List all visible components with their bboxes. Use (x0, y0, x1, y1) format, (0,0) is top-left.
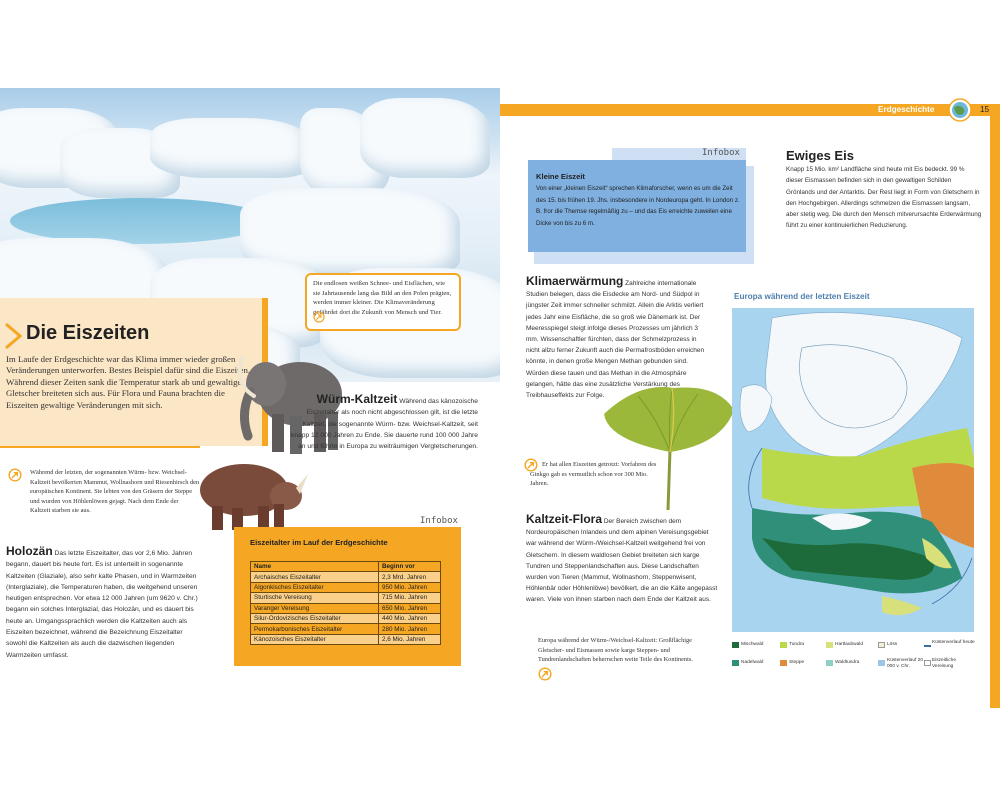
table-cell: 2,6 Mio. Jahren (379, 634, 441, 644)
legend-swatch-nadelwald (732, 660, 739, 666)
table-row (251, 634, 441, 644)
arrow-circle-icon (538, 667, 552, 681)
holozaen-text: Das letzte Eiszeitalter, das vor 2,6 Mio. Jahren begann, dauert bis heute fort. Es ist unterteilt in sogenannte Kaltzeiten (Glaziale), also sehr kalte Phasen, und in Warmzeiten (Interglaziale), die Temperaturen haben, die weitgehend unseren heutigen entsprechen. Vor etwa 12 000 Jahren (um 9620 v. Chr.) begann ein solches Interglazial, das Holozän, und es dauert bis heute an. Umgangssprachlich werden die Kaltzeiten auch als Eiszeiten bezeichnet, während die Bezeichnung Eiszeitalter sowohl die Kaltzeiten als auch die dazwischen liegenden Warmzeiten umfasst. (6, 550, 198, 659)
infobox-ice-title: Kleine Eiszeit (536, 172, 585, 181)
table-row (251, 593, 441, 603)
table-cell: Känozoisches Eiszeitalter (251, 634, 379, 644)
ginkgo-leaf-illustration (598, 380, 738, 518)
ewiges-eis-text: Knapp 15 Mio. km² Landfläche sind heute mit Eis bedeckt. 99 % dieser Eismassen befinden sich in den gewaltigen Schilden Grönlands und der Antarktis. Der Rest liegt in Form von Gletschern in den Hochgebirgen. Allerdings schmelzen die Eismassen langsam, aber stetig weg. Die durch den Mensch mitverursachte Erderwärmung führt zu einer kontinuierlichen Reduzierung. (786, 166, 982, 230)
mammoth-caption (30, 468, 200, 516)
table-cell: Silur-Ordovizisches Eiszeitalter (251, 613, 379, 623)
ginkgo-caption-text: Er hat allen Eiszeiten getrotzt: Vorfahren des Ginkgo gab es vermutlich schon vor 300 Mio. Jahren. (530, 461, 657, 487)
table-cell: 440 Mio. Jahren (379, 613, 441, 623)
table-row (251, 624, 441, 634)
map-caption-text: Europa während der Würm-/Weichsel-Kaltzeit: Großflächige Gletscher- und Eismassen sowie karge Steppen- und Tundrenlandschaften beherrschen weite Teile des Kontinents. (538, 637, 693, 663)
legend-label: Tundra (789, 642, 805, 647)
table-cell: Algonkisches Eiszeitalter (251, 582, 379, 592)
mammoth-caption-text: Während der letzten, der sogenannten Würm- bzw. Weichsel-Kaltzeit bevölkerten Mammut, Wollnashorn und Riesenhirsch den europäischen Kontinent. Sie lebten von den Gräsern der Steppe und wurden von Höhlenlöwen gejagt. Nach dem Ende der Kaltzeit starben sie aus. (30, 469, 200, 514)
table-cell: 715 Mio. Jahren (379, 593, 441, 603)
klima-text: Zahlreiche internationale Studien belegen, dass die Eisdecke am Nord- und Südpol in jüngster Zeit immer schneller schmilzt. Allein die Arktis verliert jedes Jahr eine Eisfläche, die so groß wie Dänemark ist. Der Meeresspiegel steigt infolge dieses Prozesses um jährlich 3 mm. Wissenschaftler fürchten, dass der Schmelzprozess in nicht allzu ferner Zukunft auch die Permafrostböden erreichen könnte, in denen große Mengen Methan gebunden sind. Würden diese tauen und das Methan in die Atmosphäre gelangen, hätte das eine zusätzliche Verstärkung des Treibhauseffekts zur Folge. (526, 280, 705, 400)
kaltzeit-flora-section (526, 514, 720, 606)
page-number: 15 (980, 105, 990, 114)
table-row (251, 603, 441, 613)
holozaen-heading: Holozän (6, 544, 53, 558)
table-header-beginn: Beginn vor (379, 562, 441, 572)
map-caption (538, 636, 716, 681)
table-cell: 950 Mio. Jahren (379, 582, 441, 592)
flora-text: Der Bereich zwischen dem Nordeuropäischen Inlandeis und dem alpinen Vereisungsgebiet war während der Würm-/Weichsel-Kaltzeit weitgehend frei von Gletschern. In diesem waldlosen Gebiet breiteten sich karge Tundren und Steppenlandschaften aus. Diese Landschaften wurden von Tieren (Mammut, Wollnashorn, Steppenwisent, Höhlenbär oder Höhlenlöwe) bevölkert, die an die Kälte angepasst waren. Viele von ihnen starben nach dem Ende der Kaltzeit aus. (526, 518, 718, 604)
wuerm-text: Während das känozoische Eiszeitalter als noch nicht abgeschlossen gilt, ist die letzte Kaltzeit, die sogenannte Würm- bzw. Weichsel-Kaltzeit, seit knapp 12 000 Jahren zu Ende. Sie dauerte rund 100 000 Jahre an und führte in Europa zu weiträumigen Vergletscherungen. (290, 398, 478, 451)
globe-icon (948, 98, 972, 122)
photo-caption-box (305, 273, 461, 331)
legend-label: Nadelwald (741, 660, 764, 665)
wuerm-section (288, 394, 478, 452)
legend-label: Hartlaubwald (835, 642, 863, 647)
legend-label: Steppe (789, 660, 805, 665)
infobox-ice-tab-label: Infobox (702, 148, 740, 158)
legend-label: Waldtundra (835, 660, 860, 665)
page-edge-bar (990, 104, 1000, 708)
arrow-circle-icon (524, 458, 538, 472)
table-cell: 280 Mio. Jahren (379, 624, 441, 634)
table-cell: 2,3 Mrd. Jahren (379, 572, 441, 582)
legend-swatch-vereisung (924, 660, 931, 666)
divider-line (0, 446, 200, 448)
legend-label: Küstenverlauf heute (932, 640, 975, 645)
klima-heading: Klimaerwärmung (526, 274, 624, 288)
table-cell: Archaisches Eiszeitalter (251, 572, 379, 582)
europe-ice-age-map (732, 308, 974, 632)
legend-swatch-steppe (780, 660, 787, 666)
legend-swatch-kueste-20000 (878, 660, 885, 666)
table-row (251, 582, 441, 592)
legend-swatch-loess (878, 642, 885, 648)
legend-label: Löss (887, 642, 898, 647)
intro-text: Im Laufe der Erdgeschichte war das Klima immer wieder großen Veränderungen unterworfen. Bestes Beispiel dafür sind die Eiszeiten. Während dieser Zeiten sank die Temperatur stark ab und gewaltige Gletscher breiteten sich aus. Für Flora und Fauna brachten die Eiszeiten gewaltige Veränderungen mit sich. (6, 354, 251, 410)
ice-ages-table (250, 561, 441, 645)
holozaen-section (6, 546, 204, 661)
woolly-rhino-illustration (192, 454, 310, 532)
ewiges-eis-heading: Ewiges Eis (786, 148, 854, 163)
table-cell: Varanger Vereisung (251, 603, 379, 613)
arrow-circle-icon (313, 311, 325, 323)
ewiges-eis-section (786, 148, 982, 232)
legend-label: Küstenverlauf 20 000 v. Chr. (887, 658, 924, 669)
legend-swatch-tundra (780, 642, 787, 648)
table-row (251, 613, 441, 623)
ginkgo-caption (530, 460, 660, 489)
infobox-ice-text: Von einer „kleinen Eiszeit“ sprechen Klimaforscher, wenn es um die Zeit des 15. bis frühen 19. Jhs. insbesondere in Nordeuropa geht. In London z. B. fror die Themse regelmäßig zu – und das Eis erreichte zuweilen eine Dicke von bis zu 6 m. (536, 185, 740, 227)
legend-swatch-mischwald (732, 642, 739, 648)
section-label: Erdgeschichte (878, 105, 935, 114)
flora-heading: Kaltzeit-Flora (526, 512, 603, 526)
table-header-name: Name (251, 562, 379, 572)
table-cell: Permokarbonisches Eiszeitalter (251, 624, 379, 634)
arrow-circle-icon (8, 468, 22, 482)
legend-label: Eiszeitliche Vereisung (932, 658, 956, 669)
table-row (251, 572, 441, 582)
table-cell: Sturtische Vereisung (251, 593, 379, 603)
map-title: Europa während der letzten Eiszeit (734, 292, 870, 301)
table-header-row (251, 562, 441, 572)
legend-swatch-kueste-heute (924, 645, 931, 647)
table-cell: 650 Mio. Jahren (379, 603, 441, 613)
infobox-ages-tab-label: Infobox (420, 516, 458, 526)
legend-label: Mischwald (741, 642, 764, 647)
page-title: Die Eiszeiten (26, 322, 150, 344)
photo-caption-text: Die endlosen weißen Schnee- und Eisflächen, wie sie Jahrtausende lang das Bild an den Polen prägten, werden immer kleiner. Die Klimaveränderung gefährdet dort die Zukunft von Mensch und Tier. (313, 280, 452, 316)
arrow-right-icon (4, 322, 24, 350)
legend-swatch-hartlaubwald (826, 642, 833, 648)
infobox-ages-title: Eiszeitalter im Lauf der Erdgeschichte (250, 538, 388, 547)
wuerm-heading: Würm-Kaltzeit (316, 392, 398, 406)
legend-swatch-waldtundra (826, 660, 833, 666)
